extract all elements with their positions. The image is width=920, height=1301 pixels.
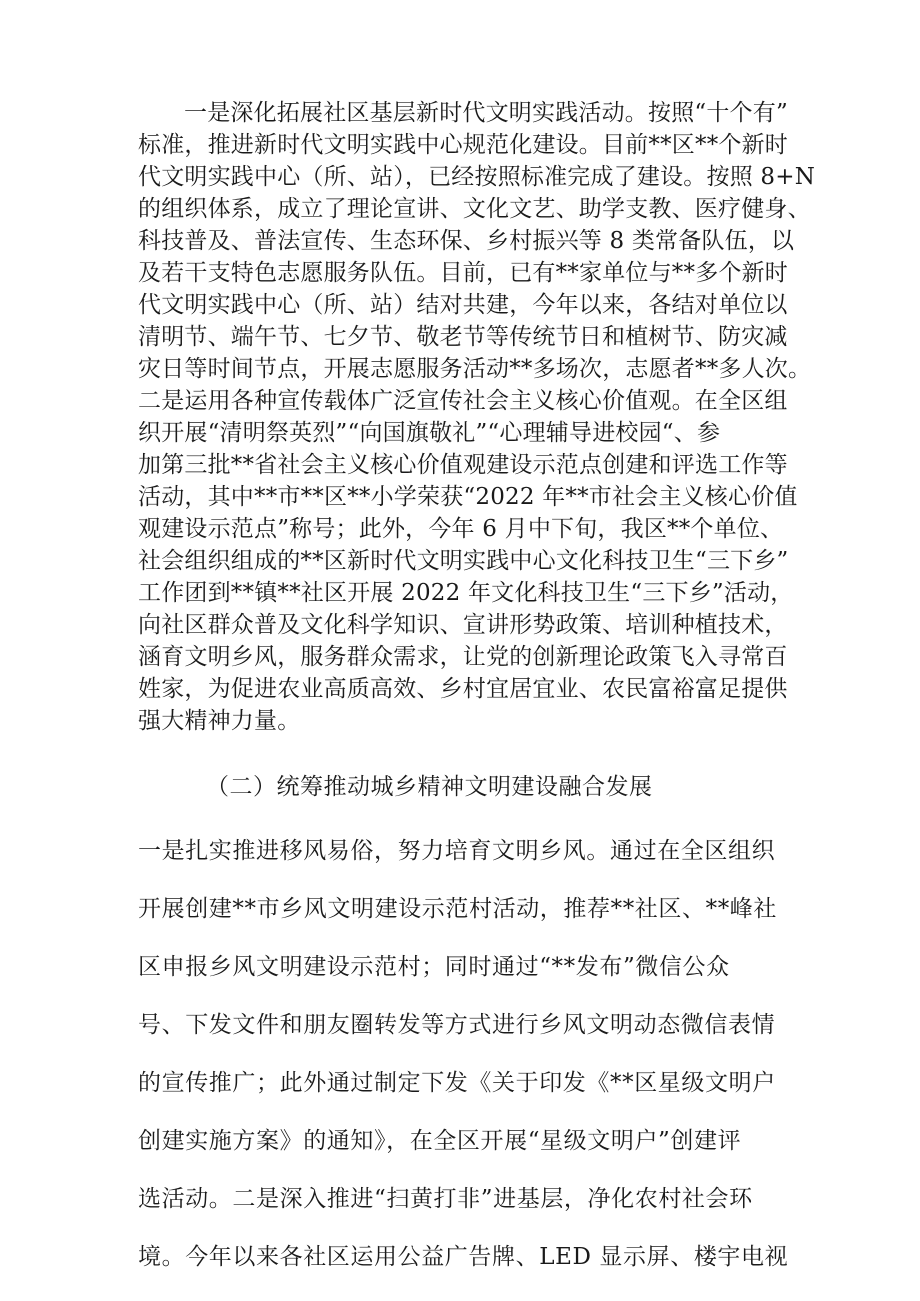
text-line: 代文明实践中心（所、站），已经按照标准完成了建设。按照 8+N	[138, 164, 816, 190]
text-line: 织开展“清明祭英烈”“向国旗敬礼”“心理辅导进校园“、参	[138, 420, 721, 446]
text-line: 观建设示范点”称号；此外，今年 6 月中下旬，我区**个单位、	[138, 516, 784, 542]
text-line: 区申报乡风文明建设示范村；同时通过“**发布”微信公众	[138, 954, 730, 980]
text-line: 工作团到**镇**社区开展 2022 年文化科技卫生“三下乡”活动，	[138, 580, 794, 606]
text-line: 一是深化拓展社区基层新时代文明实践活动。按照“十个有”	[184, 100, 788, 126]
text-line: 的宣传推广；此外通过制定下发《关于印发《**区星级文明户	[138, 1070, 776, 1096]
text-line: 加第三批**省社会主义核心价值观建设示范点创建和评选工作等	[138, 452, 788, 478]
text-line: 境。今年以来各社区运用公益广告牌、LED 显示屏、楼宇电视	[138, 1244, 789, 1270]
text-line: 二是运用各种宣传载体广泛宣传社会主义核心价值观。在全区组	[138, 388, 788, 414]
text-line: 强大精神力量。	[138, 708, 301, 734]
text-line: 活动，其中**市**区**小学荣获“2022 年**市社会主义核心价值	[138, 484, 798, 510]
text-line: 灾日等时间节点，开展志愿服务活动**多场次，志愿者**多人次。	[138, 356, 812, 382]
text-line: 科技普及、普法宣传、生态环保、乡村振兴等 8 类常备队伍，以	[138, 228, 795, 254]
section-heading: （二）统筹推动城乡精神文明建设融合发展	[206, 774, 653, 800]
text-line: 向社区群众普及文化科学知识、宣讲形势政策、培训种植技术，	[138, 612, 788, 638]
text-line: 标准，推进新时代文明实践中心规范化建设。目前**区**个新时	[138, 132, 788, 158]
text-line: 社会组织组成的**区新时代文明实践中心文化科技卫生“三下乡”	[138, 548, 789, 574]
text-line: 涵育文明乡风，服务群众需求，让党的创新理论政策飞入寻常百	[138, 644, 788, 670]
text-line: 及若干支特色志愿服务队伍。目前，已有**家单位与**多个新时	[138, 260, 788, 286]
text-line: 选活动。二是深入推进“扫黄打非”进基层，净化农村社会环	[138, 1186, 753, 1212]
text-line: 创建实施方案》的通知》，在全区开展“星级文明户”创建评	[138, 1128, 742, 1154]
text-line: 姓家，为促进农业高质高效、乡村宜居宜业、农民富裕富足提供	[138, 676, 788, 702]
text-line: 号、下发文件和朋友圈转发等方式进行乡风文明动态微信表情	[138, 1012, 776, 1038]
text-line: 一是扎实推进移风易俗，努力培育文明乡风。通过在全区组织	[138, 838, 776, 864]
text-line: 代文明实践中心（所、站）结对共建，今年以来，各结对单位以	[138, 292, 788, 318]
text-line: 的组织体系，成立了理论宣讲、文化文艺、助学支教、医疗健身、	[138, 196, 811, 222]
text-line: 开展创建**市乡风文明建设示范村活动，推荐**社区、**峰社	[138, 896, 777, 922]
text-line: 清明节、端午节、七夕节、敬老节等传统节日和植树节、防灾减	[138, 324, 788, 350]
